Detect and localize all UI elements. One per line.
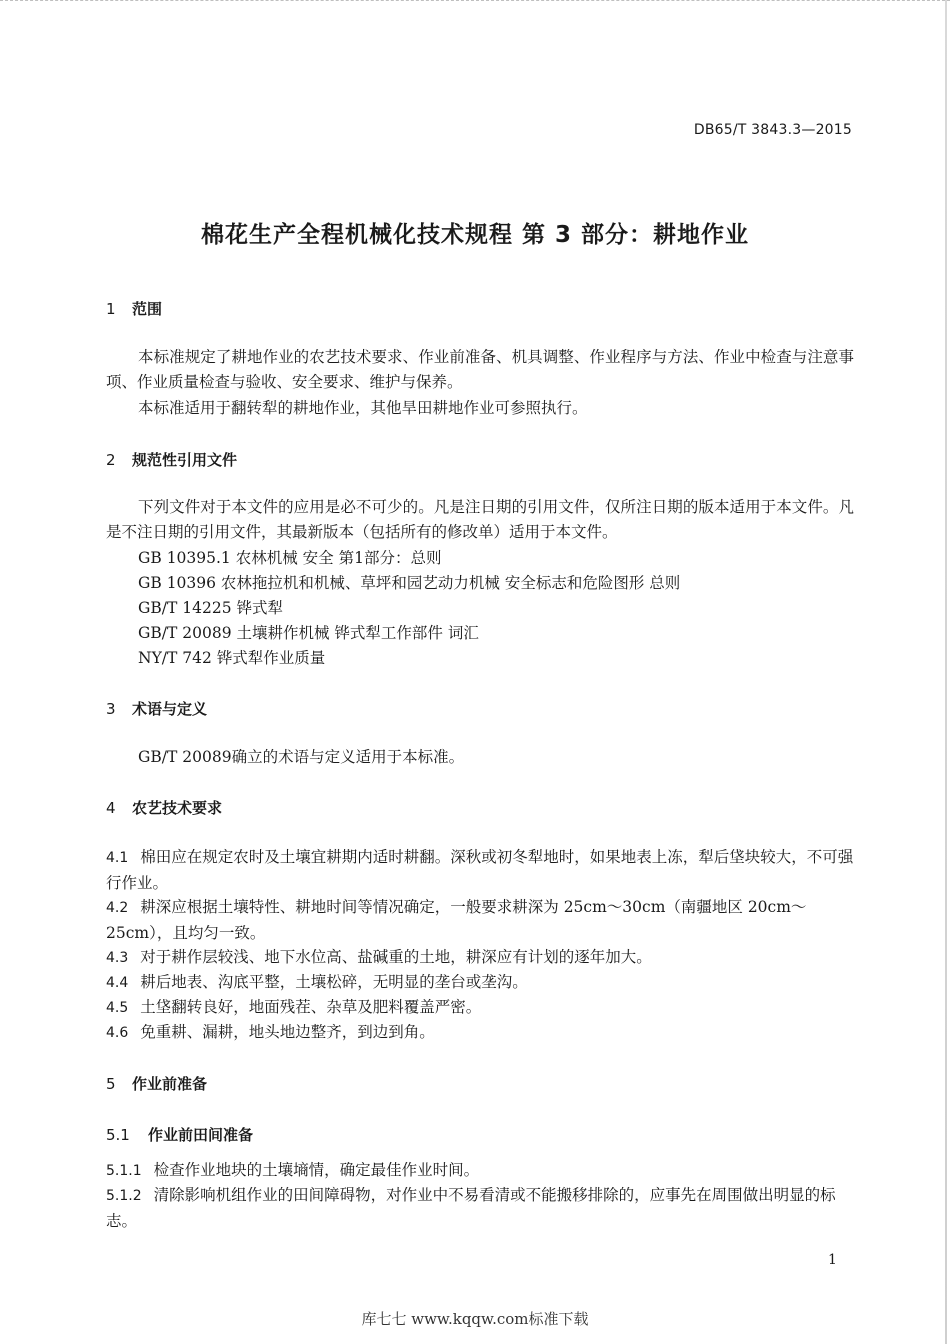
reference-item: GB/T 14225 铧式犁 [138,599,283,617]
clause-number: 4.1 [106,850,129,866]
section-number: 1 [106,300,116,318]
clause-4-6 [106,1020,854,1046]
clause-number: 4.5 [106,1000,129,1016]
clause-text: 检查作业地块的土壤墒情，确定最佳作业时间。 [153,1161,480,1179]
section-number: 4 [106,799,116,817]
section-number: 3 [106,700,116,718]
section-number: 2 [106,451,116,469]
section-2-heading [106,449,237,470]
reference-item: GB 10396 农林拖拉机和机械、草坪和园艺动力机械 安全标志和危险图形 总则 [138,574,681,592]
clause-4-1 [106,845,854,896]
subsection-5-1-heading [106,1124,253,1145]
clause-number: 5.1.1 [106,1163,142,1179]
section-2-paragraph-1: 下列文件对于本文件的应用是必不可少的。凡是注日期的引用文件，仅所注日期的版本适用于本文件。凡是不注日期的引用文件，其最新版本（包括所有的修改单）适用于本文件。 [106,498,854,541]
section-1-paragraph-1: 本标准规定了耕地作业的农艺技术要求、作业前准备、机具调整、作业程序与方法、作业中检查与注意事项、作业质量检查与验收、安全要求、维护与保养。 [106,348,854,391]
subsection-number: 5.1 [106,1126,130,1144]
scan-edge-marks [0,0,950,11]
clause-text: 棉田应在规定农时及土壤宜耕期内适时耕翻。深秋或初冬犁地时，如果地表上冻，犁后垡块较大，不可强行作业。 [106,848,854,892]
clause-4-5 [106,995,854,1021]
clause-text: 耕深应根据土壤特性、耕地时间等情况确定，一般要求耕深为 25cm～30cm（南疆地区 20cm～25cm），且均匀一致。 [106,898,807,942]
document-code: DB65/T 3843.3—2015 [693,122,852,138]
clause-4-3 [106,945,854,971]
section-3-paragraph-1: GB/T 20089确立的术语与定义适用于本标准。 [138,748,465,766]
section-title: 农艺技术要求 [132,799,223,817]
section-1-heading [106,298,162,319]
reference-item: GB 10395.1 农林机械 安全 第1部分：总则 [138,549,442,567]
section-title: 规范性引用文件 [132,451,238,469]
section-1-paragraph-2: 本标准适用于翻转犁的耕地作业，其他旱田耕地作业可参照执行。 [138,399,588,417]
scan-right-edge [945,0,947,1344]
reference-item: GB/T 20089 土壤耕作机械 铧式犁工作部件 词汇 [138,624,479,642]
section-3-heading [106,698,207,719]
document-title: 棉花生产全程机械化技术规程 第 3 部分：耕地作业 [200,222,750,248]
section-5-heading [106,1073,207,1094]
clause-number: 4.4 [106,975,129,991]
clause-number: 5.1.2 [106,1188,142,1204]
page-number: 1 [828,1252,837,1268]
clause-number: 4.6 [106,1025,129,1041]
clause-5-1-2 [106,1183,854,1234]
clause-number: 4.3 [106,950,129,966]
clause-text: 清除影响机组作业的田间障碍物，对作业中不易看清或不能搬移排除的，应事先在周围做出明显的标志。 [106,1186,836,1230]
subsection-title: 作业前田间准备 [148,1126,254,1144]
section-title: 范围 [132,300,163,318]
section-4-heading [106,797,222,818]
clause-text: 对于耕作层较浅、地下水位高、盐碱重的土地，耕深应有计划的逐年加大。 [140,948,652,966]
reference-item: NY/T 742 铧式犁作业质量 [138,649,326,667]
clause-text: 土垡翻转良好，地面残茬、杂草及肥料覆盖严密。 [140,998,482,1016]
clause-text: 免重耕、漏耕，地头地边整齐，到边到角。 [140,1023,435,1041]
section-title: 术语与定义 [132,700,208,718]
watermark-footer: 库七七 www.kqqw.com标准下载 [361,1310,589,1328]
clause-4-4 [106,970,854,996]
section-number: 5 [106,1075,116,1093]
clause-5-1-1 [106,1158,854,1184]
section-title: 作业前准备 [132,1075,208,1093]
clause-4-2 [106,895,854,946]
clause-text: 耕后地表、沟底平整，土壤松碎，无明显的垄台或垄沟。 [140,973,528,991]
clause-number: 4.2 [106,900,129,916]
